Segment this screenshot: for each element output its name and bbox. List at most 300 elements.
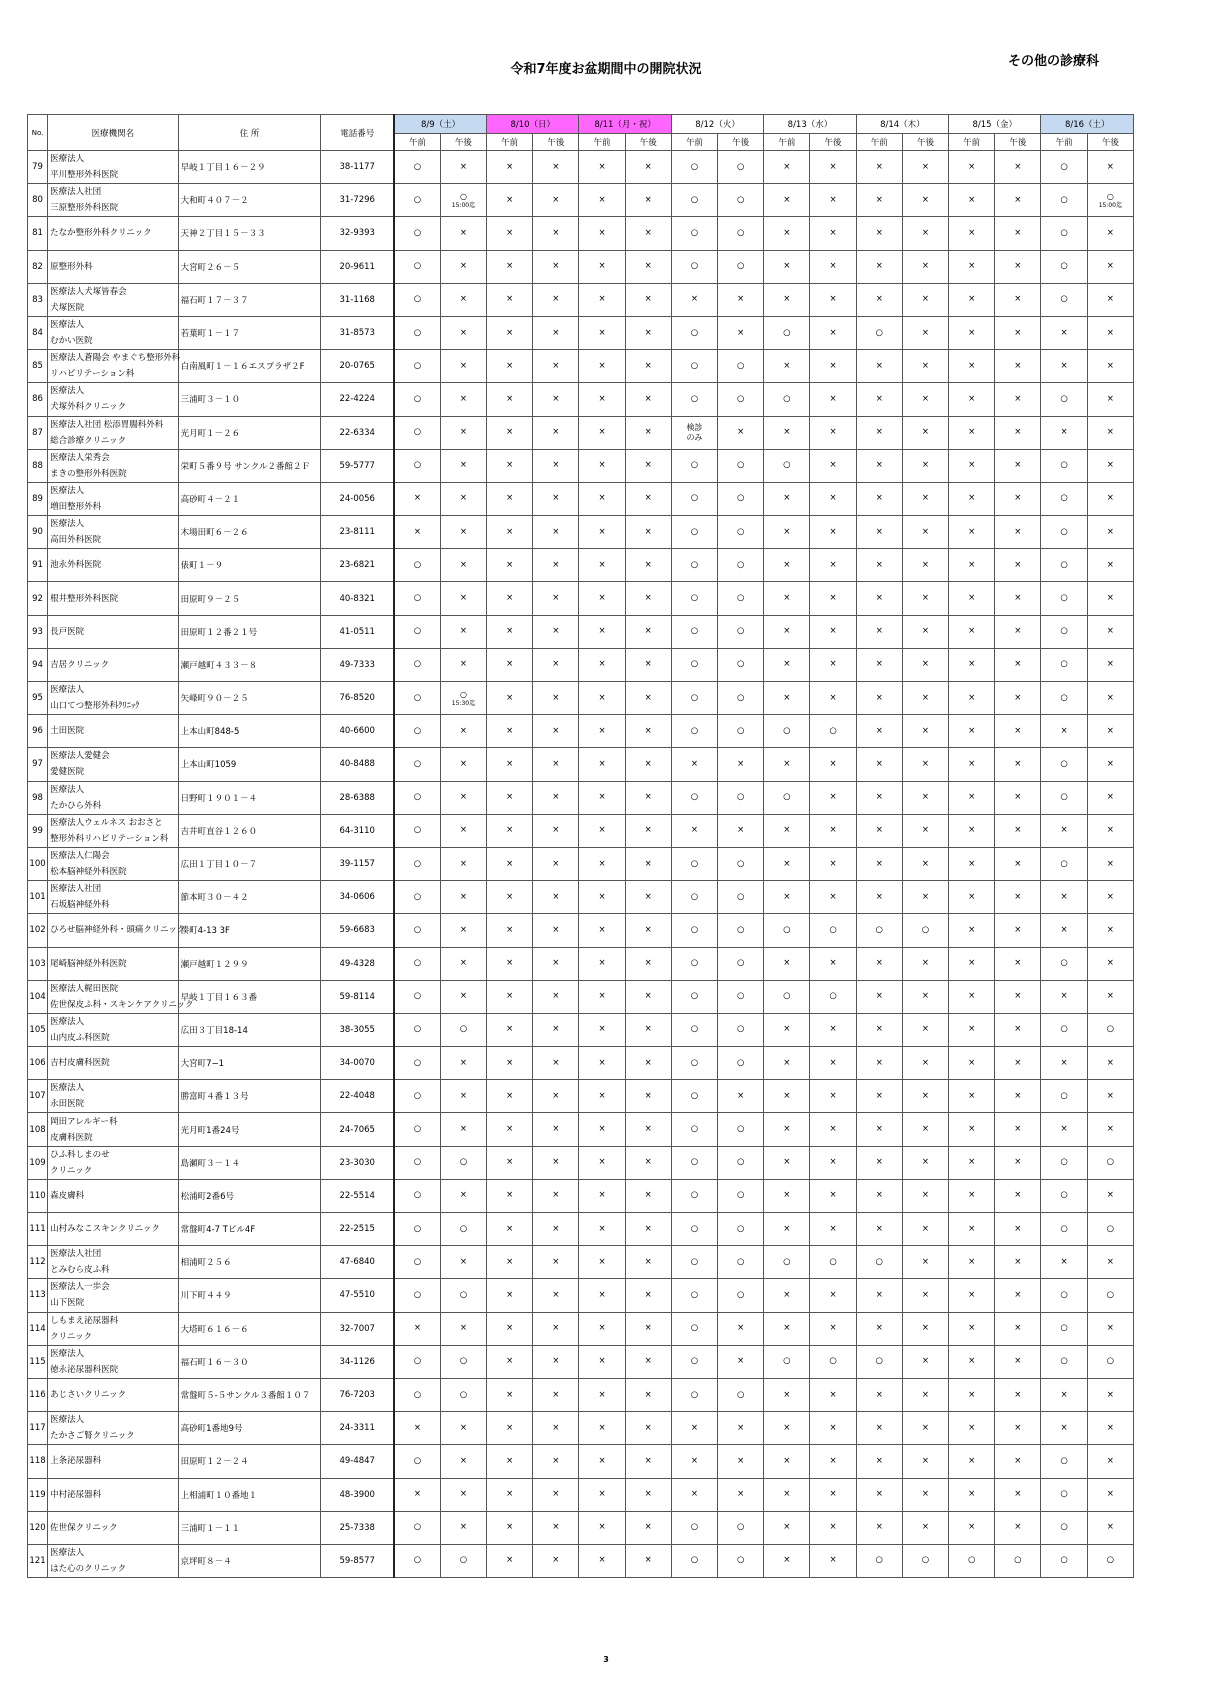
status-cell: ○ (1041, 1511, 1087, 1544)
status-cell: × (949, 316, 995, 349)
table-row (28, 1113, 1134, 1146)
status-cell: × (810, 416, 856, 449)
header-no: No. (28, 115, 48, 151)
status-cell: × (949, 781, 995, 814)
status-cell: × (625, 1047, 671, 1080)
status-cell: ○ (440, 1544, 486, 1577)
status-cell: ○ (394, 217, 440, 250)
am-header: 午前 (671, 134, 717, 151)
institution-name (48, 648, 179, 681)
institution-name (48, 1213, 179, 1246)
status-cell: × (902, 1080, 948, 1113)
status-cell: × (579, 980, 625, 1013)
am-header: 午前 (1041, 134, 1087, 151)
address: 田原町１２－２４ (178, 1445, 321, 1478)
status-cell: × (764, 482, 810, 515)
status-cell: ○ (1041, 549, 1087, 582)
status-cell: × (487, 449, 533, 482)
status-cell: × (995, 1146, 1041, 1179)
status-cell: × (487, 549, 533, 582)
status-cell: × (810, 682, 856, 715)
status-cell: ○ (671, 947, 717, 980)
status-cell: × (533, 1113, 579, 1146)
row-number: 79 (28, 151, 48, 184)
address: 吉井町直谷１２６０ (178, 814, 321, 847)
status-cell: ○ (1041, 648, 1087, 681)
status-cell: × (533, 1511, 579, 1544)
status-cell: × (902, 1179, 948, 1212)
status-cell: × (902, 383, 948, 416)
row-number: 108 (28, 1113, 48, 1146)
phone-number: 32-9393 (321, 217, 394, 250)
status-cell: × (764, 1047, 810, 1080)
status-cell: × (440, 1445, 486, 1478)
status-cell: × (949, 1279, 995, 1312)
address: 高砂町４－２１ (178, 482, 321, 515)
table-row (28, 250, 1134, 283)
status-cell: ○ (718, 151, 764, 184)
status-cell: × (764, 1378, 810, 1411)
status-cell: × (995, 549, 1041, 582)
status-cell: × (902, 881, 948, 914)
status-cell: × (810, 1511, 856, 1544)
status-cell: × (533, 814, 579, 847)
status-cell: ○ (1087, 1544, 1133, 1577)
status-cell: × (810, 184, 856, 217)
phone-number: 23-8111 (321, 516, 394, 549)
institution-name-line: 医療法人 (50, 485, 85, 496)
status-cell: ○ (810, 715, 856, 748)
status-cell: ○ (671, 383, 717, 416)
status-cell: ○ (671, 516, 717, 549)
status-cell: ○ (764, 1345, 810, 1378)
status-cell: × (718, 1478, 764, 1511)
status-cell: × (856, 814, 902, 847)
status-cell: × (902, 715, 948, 748)
status-cell: ○ (394, 1047, 440, 1080)
status-cell: × (949, 549, 995, 582)
phone-number: 48-3900 (321, 1478, 394, 1511)
status-cell: × (1087, 715, 1133, 748)
status-cell: ○ (718, 980, 764, 1013)
status-cell: × (1087, 947, 1133, 980)
status-cell: × (487, 350, 533, 383)
status-cell: × (625, 615, 671, 648)
status-cell: × (579, 748, 625, 781)
status-cell: × (764, 1146, 810, 1179)
phone-number: 59-8577 (321, 1544, 394, 1577)
status-cell: × (995, 582, 1041, 615)
institution-name (48, 549, 179, 582)
address: 上本山町848-5 (178, 715, 321, 748)
status-cell: ○ (1087, 1345, 1133, 1378)
status-cell: × (671, 1445, 717, 1478)
status-cell: × (995, 250, 1041, 283)
status-cell: × (533, 914, 579, 947)
row-number: 81 (28, 217, 48, 250)
status-cell: × (487, 1445, 533, 1478)
status-cell: × (856, 648, 902, 681)
institution-name (48, 1378, 179, 1411)
status-cell: × (995, 1412, 1041, 1445)
status-cell: × (625, 283, 671, 316)
status-cell: × (902, 151, 948, 184)
status-cell: × (394, 1478, 440, 1511)
status-cell: × (1041, 980, 1087, 1013)
status-cell: × (533, 350, 579, 383)
address: 広田３丁目18-14 (178, 1013, 321, 1046)
status-cell: × (718, 1445, 764, 1478)
header-address: 住 所 (178, 115, 321, 151)
institution-name-line: 佐世保クリニック (50, 1522, 118, 1533)
status-cell: × (902, 1378, 948, 1411)
address: 光月町１－２６ (178, 416, 321, 449)
status-cell: × (810, 1013, 856, 1046)
status-cell: × (579, 1080, 625, 1113)
status-cell: × (579, 316, 625, 349)
page-title: 令和7年度お盆期間中の開院状況 (510, 62, 702, 77)
status-cell: ○ (671, 1511, 717, 1544)
institution-name-line: とみむら皮ふ科 (50, 1265, 110, 1276)
status-cell: × (995, 416, 1041, 449)
status-cell: × (440, 582, 486, 615)
address: 節本町３０－４２ (178, 881, 321, 914)
status-cell: × (625, 1544, 671, 1577)
status-cell: × (902, 1478, 948, 1511)
status-cell: × (579, 1378, 625, 1411)
status-cell: × (1087, 250, 1133, 283)
status-cell: × (579, 682, 625, 715)
phone-number: 24-0056 (321, 482, 394, 515)
status-cell: ○ (856, 1246, 902, 1279)
status-cell: × (856, 482, 902, 515)
status-cell: × (856, 184, 902, 217)
phone-number: 49-4847 (321, 1445, 394, 1478)
schedule-table (27, 114, 1134, 1578)
status-cell: × (440, 449, 486, 482)
status-cell: × (810, 748, 856, 781)
status-cell: × (810, 582, 856, 615)
address: 川下町４４９ (178, 1279, 321, 1312)
status-cell: × (718, 1412, 764, 1445)
status-cell: × (810, 947, 856, 980)
status-cell: × (995, 151, 1041, 184)
status-cell: × (625, 316, 671, 349)
phone-number: 20-0765 (321, 350, 394, 383)
address: 大宮町7−1 (178, 1047, 321, 1080)
status-cell: ○ (394, 582, 440, 615)
status-cell: ○ (718, 682, 764, 715)
date-header: 8/11（月・祝） (579, 115, 671, 134)
address: 大和町４０７－２ (178, 184, 321, 217)
date-header: 8/14（木） (856, 115, 948, 134)
status-cell: × (440, 250, 486, 283)
status-cell: × (949, 1179, 995, 1212)
status-cell: × (579, 217, 625, 250)
status-cell: ○ (671, 1345, 717, 1378)
status-cell: ○ (1041, 748, 1087, 781)
institution-name (48, 1544, 179, 1577)
status-cell: × (764, 582, 810, 615)
status-cell: × (995, 217, 1041, 250)
date-header: 8/15（金） (949, 115, 1041, 134)
status-cell: × (1041, 350, 1087, 383)
status-cell: × (902, 1511, 948, 1544)
status-cell: × (856, 1113, 902, 1146)
am-header: 午前 (856, 134, 902, 151)
institution-name-line: クリニック (50, 1331, 93, 1342)
status-cell: ○ (1041, 1478, 1087, 1511)
address: 木場田町６－２６ (178, 516, 321, 549)
address: 早岐１丁目１６－２９ (178, 151, 321, 184)
status-cell: ○ (718, 549, 764, 582)
status-cell: ○ (718, 1179, 764, 1212)
status-cell: × (1087, 516, 1133, 549)
institution-name (48, 582, 179, 615)
status-cell: ○ (718, 582, 764, 615)
institution-name (48, 482, 179, 515)
status-cell: ○ 15:00迄 (440, 184, 486, 217)
status-cell: × (995, 316, 1041, 349)
row-number: 101 (28, 881, 48, 914)
status-cell: × (625, 350, 671, 383)
row-number: 99 (28, 814, 48, 847)
status-cell: × (995, 1478, 1041, 1511)
institution-name-line: 医療法人社団 (50, 1249, 102, 1260)
row-number: 111 (28, 1213, 48, 1246)
status-cell: × (995, 682, 1041, 715)
status-cell: × (533, 184, 579, 217)
status-cell: × (1087, 781, 1133, 814)
status-cell: ○ (718, 449, 764, 482)
status-cell: × (902, 184, 948, 217)
status-cell: × (533, 1179, 579, 1212)
institution-name (48, 881, 179, 914)
status-cell: ○ (718, 1013, 764, 1046)
table-row (28, 350, 1134, 383)
status-cell: ○ (394, 781, 440, 814)
status-cell: × (856, 847, 902, 880)
status-cell: × (533, 615, 579, 648)
status-cell: × (625, 1146, 671, 1179)
row-number: 98 (28, 781, 48, 814)
institution-name-line: 吉居クリニック (50, 659, 110, 670)
status-cell: × (949, 682, 995, 715)
status-cell: × (625, 1478, 671, 1511)
status-cell: × (949, 449, 995, 482)
status-cell: × (856, 1047, 902, 1080)
row-number: 103 (28, 947, 48, 980)
institution-name-line: 医療法人社団 松添胃腸科外科 (50, 419, 164, 430)
page-number: 3 (603, 1655, 609, 1664)
status-cell: × (810, 1047, 856, 1080)
status-cell: ○ (1041, 1013, 1087, 1046)
status-cell: × (625, 648, 671, 681)
status-cell: × (810, 781, 856, 814)
status-cell: ○ (671, 1013, 717, 1046)
status-cell: ○ (856, 316, 902, 349)
status-cell: × (487, 648, 533, 681)
status-cell: × (440, 814, 486, 847)
status-cell: × (1087, 615, 1133, 648)
institution-name-line: 医療法人 (50, 784, 85, 795)
status-cell: × (440, 1312, 486, 1345)
status-cell: ○ 15:00迄 (1087, 184, 1133, 217)
status-cell: ○ (1041, 516, 1087, 549)
institution-name-line: たかひら外科 (50, 800, 102, 811)
status-cell: × (533, 1146, 579, 1179)
status-cell: × (487, 516, 533, 549)
pm-header: 午後 (810, 134, 856, 151)
status-cell: × (625, 549, 671, 582)
status-cell: × (764, 184, 810, 217)
status-cell: ○ (856, 1345, 902, 1378)
status-cell: × (856, 217, 902, 250)
status-cell: × (1087, 881, 1133, 914)
status-cell: × (533, 250, 579, 283)
status-cell: ○ (671, 682, 717, 715)
address: 若葉町１－１７ (178, 316, 321, 349)
status-cell: ○ (671, 1378, 717, 1411)
status-cell: ○ (810, 914, 856, 947)
status-cell: × (533, 1378, 579, 1411)
status-cell: × (949, 748, 995, 781)
status-cell: × (902, 1345, 948, 1378)
status-cell: ○ (671, 1312, 717, 1345)
status-cell: ○ (394, 1345, 440, 1378)
status-cell: ○ (440, 1013, 486, 1046)
status-cell: × (1087, 482, 1133, 515)
status-cell: × (533, 217, 579, 250)
status-cell: × (625, 715, 671, 748)
status-cell: × (533, 1213, 579, 1246)
status-cell: ○ (764, 449, 810, 482)
row-number: 118 (28, 1445, 48, 1478)
status-cell: × (440, 615, 486, 648)
status-cell: × (764, 350, 810, 383)
status-cell: × (764, 847, 810, 880)
date-header: 8/13（水） (764, 115, 856, 134)
phone-number: 32-7007 (321, 1312, 394, 1345)
status-cell: × (1041, 416, 1087, 449)
status-cell: ○ (394, 1179, 440, 1212)
status-cell: × (1041, 1113, 1087, 1146)
institution-name (48, 1246, 179, 1279)
pm-header: 午後 (902, 134, 948, 151)
institution-name-line: 岡田アレルギー科 (50, 1116, 118, 1127)
status-cell: ○ (1041, 184, 1087, 217)
status-cell: × (579, 184, 625, 217)
status-cell: × (856, 715, 902, 748)
row-number: 104 (28, 980, 48, 1013)
status-cell: × (1041, 814, 1087, 847)
status-cell: ○ (718, 1047, 764, 1080)
status-cell: ○ (671, 1113, 717, 1146)
institution-name (48, 1080, 179, 1113)
status-cell: ○ (671, 1213, 717, 1246)
status-cell: × (810, 648, 856, 681)
status-cell: ○ (671, 1047, 717, 1080)
status-cell: × (625, 516, 671, 549)
status-cell: ○ (394, 1544, 440, 1577)
status-cell: × (487, 582, 533, 615)
institution-name (48, 1511, 179, 1544)
status-cell: × (579, 1511, 625, 1544)
status-cell: × (902, 947, 948, 980)
status-cell: × (1041, 914, 1087, 947)
institution-name-line: 三原整形外科医院 (50, 203, 119, 214)
status-cell: × (856, 1312, 902, 1345)
status-cell: × (440, 1246, 486, 1279)
header-row-dates (28, 115, 1134, 134)
table-row (28, 383, 1134, 416)
row-number: 106 (28, 1047, 48, 1080)
status-cell: × (810, 1213, 856, 1246)
status-cell: × (902, 1279, 948, 1312)
status-cell: × (579, 1345, 625, 1378)
status-cell: ○ (394, 715, 440, 748)
institution-name (48, 1013, 179, 1046)
status-cell: × (533, 1047, 579, 1080)
status-cell: × (995, 184, 1041, 217)
status-cell: × (487, 1511, 533, 1544)
status-cell: ○ (718, 482, 764, 515)
row-number: 112 (28, 1246, 48, 1279)
phone-number: 47-5510 (321, 1279, 394, 1312)
address: 相浦町２５６ (178, 1246, 321, 1279)
status-cell: × (533, 1080, 579, 1113)
phone-number: 34-0070 (321, 1047, 394, 1080)
status-cell: × (625, 1179, 671, 1212)
status-cell: × (625, 1312, 671, 1345)
status-cell: × (579, 1213, 625, 1246)
status-cell: × (533, 881, 579, 914)
status-cell: ○ (1041, 847, 1087, 880)
status-cell: × (625, 250, 671, 283)
table-row (28, 781, 1134, 814)
status-cell: ○ (394, 1511, 440, 1544)
status-cell: × (1041, 881, 1087, 914)
status-cell: × (764, 648, 810, 681)
status-cell: × (1087, 847, 1133, 880)
institution-name-line: 医療法人 (50, 1348, 85, 1359)
status-cell: ○ (394, 1080, 440, 1113)
table-row (28, 184, 1134, 217)
table-row (28, 549, 1134, 582)
status-cell: × (764, 1279, 810, 1312)
institution-name-line: 愛健医院 (50, 767, 85, 778)
status-cell: × (995, 781, 1041, 814)
status-cell: × (1087, 914, 1133, 947)
status-cell: × (718, 1080, 764, 1113)
am-header: 午前 (394, 134, 440, 151)
table-row (28, 482, 1134, 515)
status-cell: ○ (440, 1146, 486, 1179)
address: 栄町５番９号 サンクル２番館２Ｆ (178, 449, 321, 482)
status-cell: ○ (1041, 781, 1087, 814)
status-cell: × (949, 482, 995, 515)
status-cell: × (902, 582, 948, 615)
status-cell: ○ (718, 1279, 764, 1312)
status-cell: × (718, 1345, 764, 1378)
institution-name (48, 1146, 179, 1179)
status-cell: × (533, 781, 579, 814)
row-number: 115 (28, 1345, 48, 1378)
status-cell: ○ (671, 151, 717, 184)
status-cell: × (533, 383, 579, 416)
institution-name (48, 615, 179, 648)
status-cell: ○ (394, 350, 440, 383)
